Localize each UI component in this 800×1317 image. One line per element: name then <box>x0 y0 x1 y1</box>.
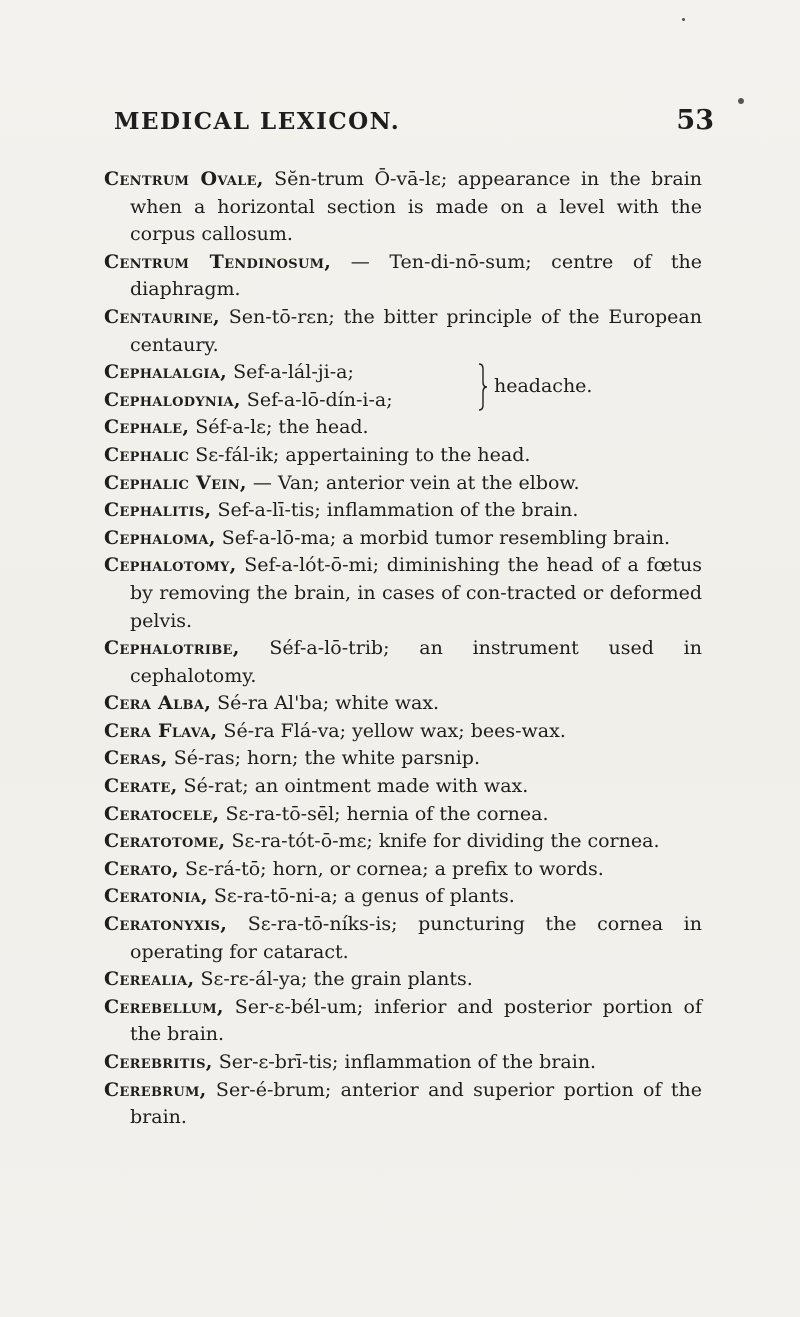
entry-term: Cephalic Vein, <box>104 471 247 494</box>
entry-term: Cera Flava, <box>104 719 218 742</box>
entry-definition: Ser-é-brum; anterior and superior portion of the brain. <box>130 1078 702 1129</box>
lexicon-entry <box>104 635 702 690</box>
running-title: MEDICAL LEXICON. <box>114 108 401 135</box>
lexicon-entry <box>104 166 702 249</box>
entry-definition: Sé-ras; horn; the white parsnip. <box>167 747 480 770</box>
entry-term: Ceratocele, <box>104 802 220 825</box>
entry-term: Cerato, <box>104 857 179 880</box>
lexicon-entry <box>104 883 702 911</box>
lexicon-entry <box>104 994 702 1049</box>
lexicon-entries <box>104 166 702 1132</box>
entry-definition: Sé-rat; an ointment made with wax. <box>177 775 529 798</box>
entry-definition: Séf-a-lε; the head. <box>189 416 369 439</box>
entry-term: Cephalotribe, <box>104 637 240 660</box>
entry-term: Cephalitis, <box>104 499 212 522</box>
lexicon-entry <box>104 1049 702 1077</box>
lexicon-entry <box>104 690 702 718</box>
entry-term: Centrum Tendinosum, <box>104 250 332 273</box>
entry-term: Cephaloma, <box>104 526 216 549</box>
entry-term: Ceratonyxis, <box>104 913 228 936</box>
entry-term: Ceras, <box>104 747 168 770</box>
entry-definition: Sé-ra Flá-va; yellow wax; bees-wax. <box>217 719 566 742</box>
entry-term: Ceratotome, <box>104 830 226 853</box>
entry-term: Cephalodynia, <box>104 388 241 411</box>
entry-definition: Sε-rε-ál-ya; the grain plants. <box>194 968 473 991</box>
entry-term: Cera Alba, <box>104 692 212 715</box>
entry-definition: Ser-ε-brī-tis; inflammation of the brain. <box>212 1051 597 1073</box>
lexicon-entry <box>104 718 702 746</box>
entry-definition: Sef-a-lī-tis; inflammation of the brain. <box>211 499 579 522</box>
entry-definition: Sε-fál-ik; appertaining to the head. <box>189 443 531 466</box>
lexicon-entry <box>104 304 702 359</box>
lexicon-entry <box>104 525 702 553</box>
lexicon-entry <box>104 745 702 773</box>
entry-definition: Sef-a-lót-ō-mi; diminishing the head of a fœtus by removing the brain, in cases of con-tracted or deformed pelvis. <box>130 554 702 632</box>
entry-term: Centaurine, <box>104 305 220 328</box>
lexicon-entry <box>104 414 702 442</box>
entry-definition: Ser-ε-bél-um; inferior and posterior portion of the brain. <box>130 995 702 1046</box>
entry-definition: Sε-ra-tót-ō-mε; knife for dividing the cornea. <box>225 830 660 853</box>
entry-definition: Sε-ra-tō-níks-is; puncturing the cornea in operating for cataract. <box>130 913 702 963</box>
entry-term: Cephalic <box>104 443 190 466</box>
entry-definition: Sε-ra-tō-sēl; hernia of the cornea. <box>219 802 549 825</box>
entry-definition: Sé-ra Al'ba; white wax. <box>211 692 440 715</box>
lexicon-entry <box>104 552 702 635</box>
entry-term: Cerealia, <box>104 968 195 991</box>
print-speck <box>682 18 685 21</box>
entry-term: Cephale, <box>104 416 190 439</box>
entry-term: Cephalalgia, <box>104 361 228 384</box>
lexicon-entry <box>104 828 702 856</box>
entry-definition: Sε-rá-tō; horn, or cornea; a prefix to words. <box>178 857 604 880</box>
lexicon-entry <box>104 911 702 966</box>
lexicon-entry <box>104 497 702 525</box>
entry-term: Cephalotomy, <box>104 554 237 577</box>
entry-term: Cerebellum, <box>104 995 224 1018</box>
entry-pronunciation: Sef-a-lō-dín-i-a; <box>240 388 393 411</box>
lexicon-entry <box>104 249 702 304</box>
entry-definition: Sĕn-trum Ō-vā-lε; appearance in the brain when a horizontal section is made on a level with the corpus callosum. <box>130 168 703 246</box>
entry-definition: Séf-a-lō-trib; an instrument used in cephalotomy. <box>130 637 702 687</box>
lexicon-entry <box>104 856 702 884</box>
shared-definition: headache. <box>494 375 593 398</box>
entry-definition: — Van; anterior vein at the elbow. <box>246 471 580 494</box>
lexicon-entry <box>104 1077 702 1132</box>
lexicon-entry <box>104 801 702 829</box>
entry-definition: Sen-tō-rεn; the bitter principle of the European centaury. <box>130 305 702 356</box>
entry-definition: Sε-ra-tō-ni-a; a genus of plants. <box>207 885 515 908</box>
entry-term: Cerebrum, <box>104 1078 207 1101</box>
entry-term: Cerebritis, <box>104 1051 213 1073</box>
grouped-entry-line <box>104 359 354 387</box>
entry-definition: Sef-a-lō-ma; a morbid tumor resembling brain. <box>215 526 671 549</box>
entry-definition: — Ten-di-nō-sum; centre of the diaphragm. <box>130 250 703 301</box>
entry-term: Centrum Ovale, <box>104 168 264 190</box>
grouped-entry-line <box>104 387 393 415</box>
brace-icon <box>478 363 488 411</box>
lexicon-entry <box>104 470 702 498</box>
grouped-entry-headache <box>104 359 702 414</box>
page-header <box>114 105 714 142</box>
entry-term: Ceratonia, <box>104 885 208 908</box>
lexicon-entry <box>104 966 702 994</box>
entry-term: Cerate, <box>104 775 178 798</box>
print-speck <box>738 98 744 104</box>
lexicon-entry <box>104 773 702 801</box>
page-number: 53 <box>676 105 714 136</box>
lexicon-entry <box>104 442 702 470</box>
entry-pronunciation: Sef-a-lál-ji-a; <box>227 361 354 384</box>
